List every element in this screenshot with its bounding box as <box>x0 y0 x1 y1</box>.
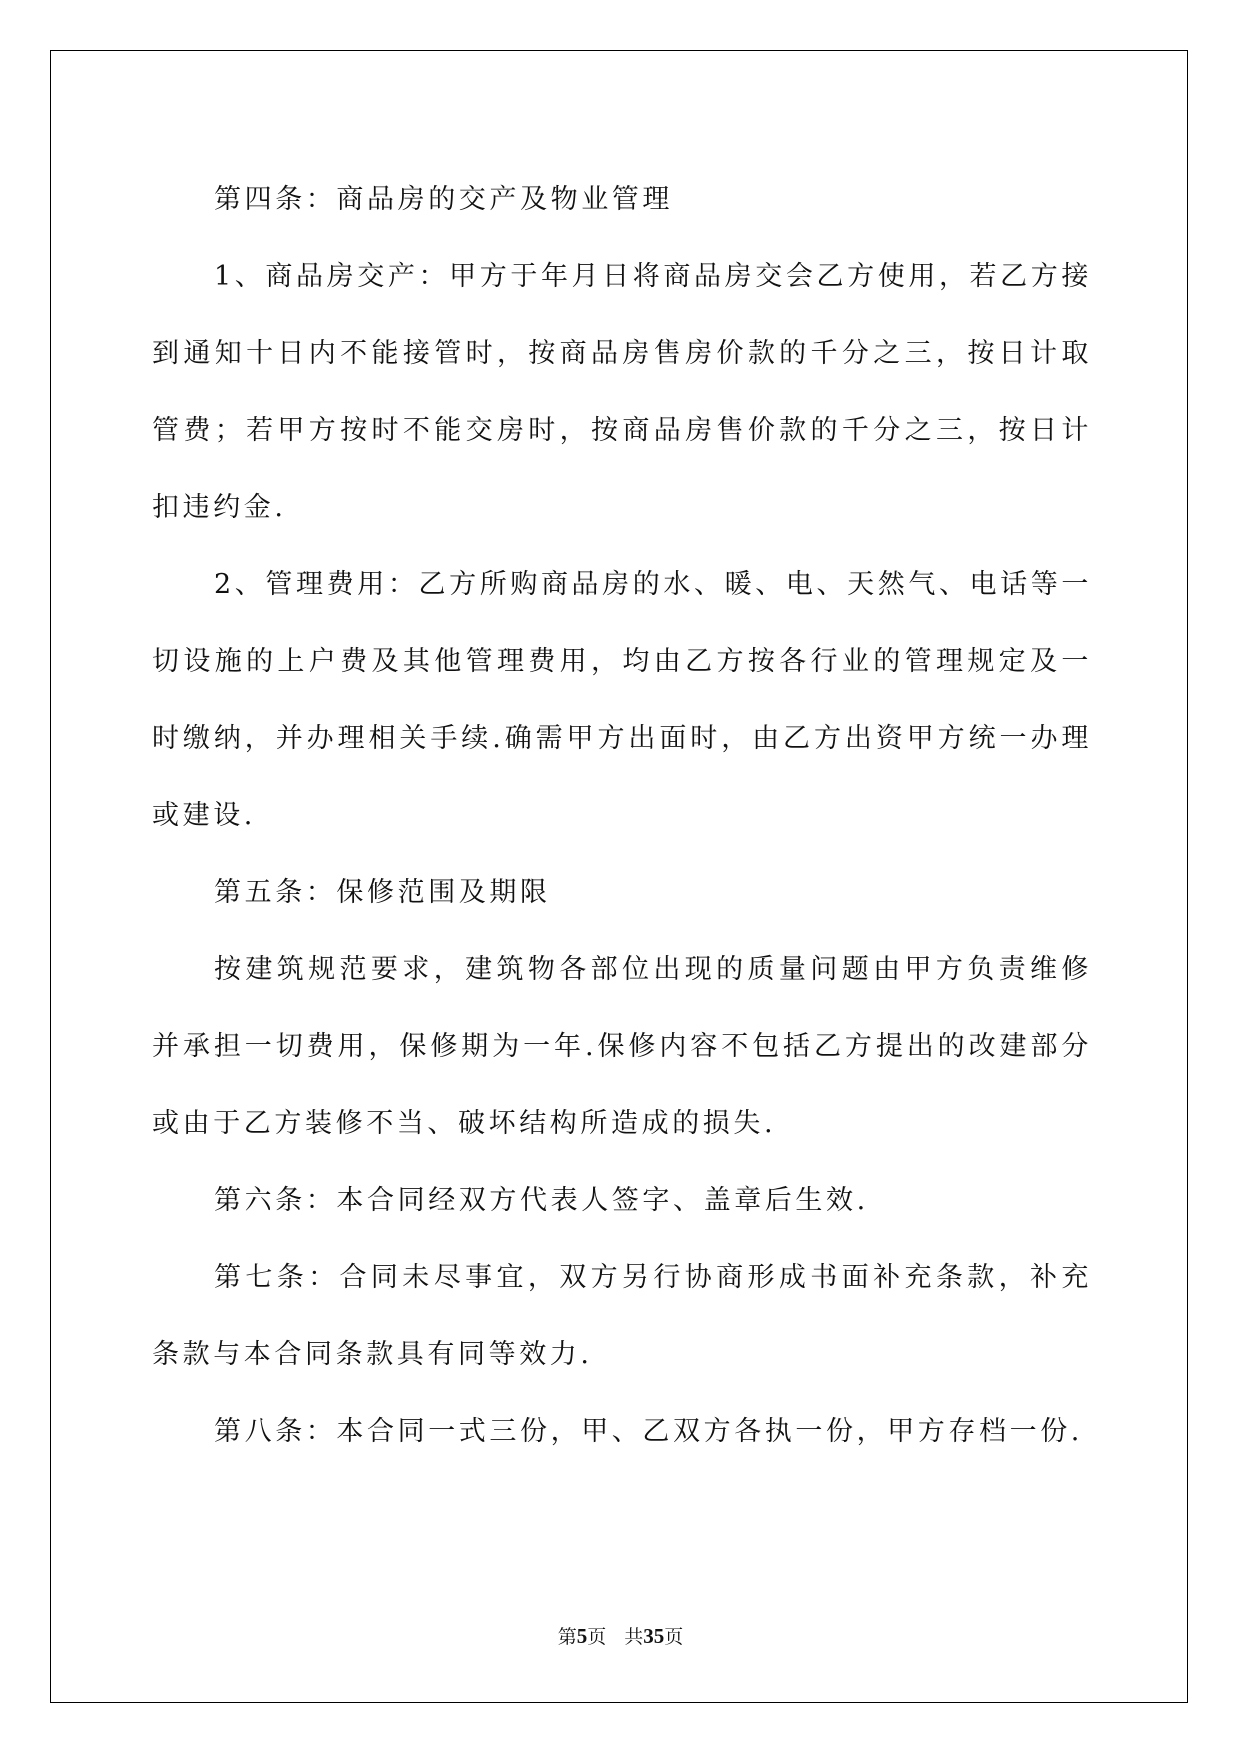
article-8: 第八条：本合同一式三份，甲、乙双方各执一份，甲方存档一份. <box>214 1416 1083 1447</box>
page-footer <box>0 1622 1241 1649</box>
page-prefix: 第 <box>557 1626 577 1648</box>
page-suffix: 页 <box>587 1626 607 1648</box>
article-4-item-1: 1、商品房交产：甲方于年月日将商品房交会乙方使用，若乙方接到通知十日内不能接管时，按商品房售房价款的千分之三，按日计取管费；若甲方按时不能交房时，按商品房售价款的千分之三，按日计扣违约金. <box>152 261 1092 523</box>
article-5-body: 按建筑规范要求，建筑物各部位出现的质量问题由甲方负责维修并承担一切费用，保修期为一年.保修内容不包括乙方提出的改建部分或由于乙方装修不当、破坏结构所造成的损失. <box>152 954 1092 1139</box>
total-suffix: 页 <box>664 1626 684 1648</box>
page-number: 5 <box>576 1624 588 1648</box>
total-prefix: 共 <box>624 1626 644 1648</box>
article-5-heading: 第五条：保修范围及期限 <box>214 877 551 908</box>
article-4-item-2: 2、管理费用：乙方所购商品房的水、暖、电、天然气、电话等一切设施的上户费及其他管理费用，均由乙方按各行业的管理规定及一时缴纳，并办理相关手续.确需甲方出面时，由乙方出资甲方统一办理或建设. <box>152 569 1092 831</box>
total-pages: 35 <box>643 1624 665 1648</box>
article-4-heading: 第四条：商品房的交产及物业管理 <box>214 184 673 215</box>
article-7: 第七条：合同未尽事宜，双方另行协商形成书面补充条款，补充条款与本合同条款具有同等效力. <box>152 1262 1092 1370</box>
article-6: 第六条：本合同经双方代表人签字、盖章后生效. <box>214 1185 869 1216</box>
document-body <box>152 161 1092 1470</box>
